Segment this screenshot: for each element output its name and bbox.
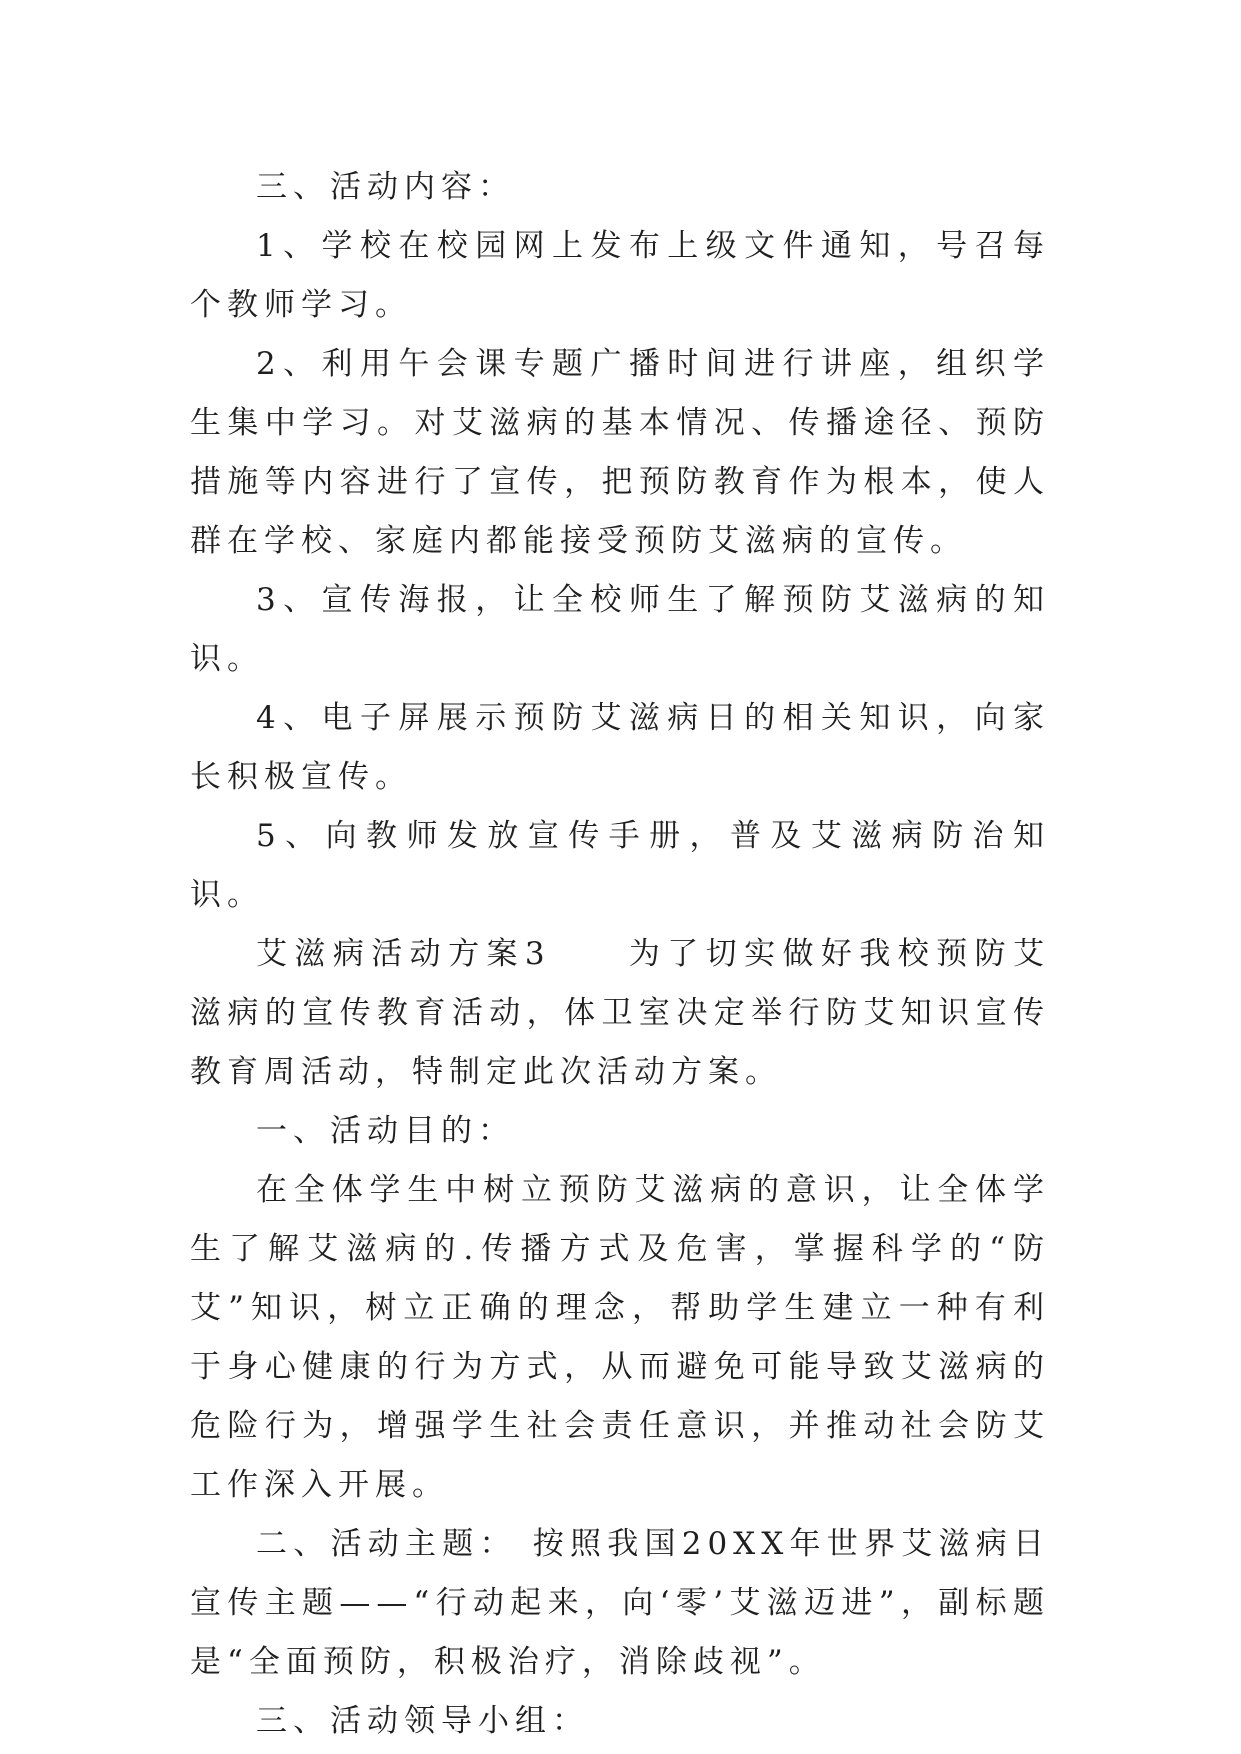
heading-leadership-group: 三、活动领导小组： <box>256 1703 589 1739</box>
plan-3-intro: 艾滋病活动方案3 为了切实做好我校预防艾滋病的宣传教育活动，体卫室决定举行防艾知识宣传教育周活动，特制定此次活动方案。 <box>190 936 1050 1090</box>
list-item-2: 2、利用午会课专题广播时间进行讲座，组织学生集中学习。对艾滋病的基本情况、传播途径、预防措施等内容进行了宣传，把预防教育作为根本，使人群在学校、家庭内都能接受预防艾滋病的宣传。 <box>190 346 1050 559</box>
theme-paragraph: 二、活动主题： 按照我国20XX年世界艾滋病日宣传主题——“行动起来，向‘零’艾滋迈进”，副标题是“全面预防，积极治疗，消除歧视”。 <box>190 1526 1050 1680</box>
heading-activity-purpose: 一、活动目的： <box>256 1113 515 1149</box>
list-item-1: 1、学校在校园网上发布上级文件通知，号召每个教师学习。 <box>190 228 1050 323</box>
heading-activity-content: 三、活动内容： <box>256 169 515 205</box>
document-body <box>190 158 1050 1751</box>
list-item-5: 5、向教师发放宣传手册，普及艾滋病防治知识。 <box>190 818 1050 913</box>
purpose-paragraph: 在全体学生中树立预防艾滋病的意识，让全体学生了解艾滋病的.传播方式及危害，掌握科学的“防艾”知识，树立正确的理念，帮助学生建立一种有利于身心健康的行为方式，从而避免可能导致艾滋病的危险行为，增强学生社会责任意识，并推动社会防艾工作深入开展。 <box>190 1172 1050 1503</box>
list-item-4: 4、电子屏展示预防艾滋病日的相关知识，向家长积极宣传。 <box>190 700 1050 795</box>
list-item-3: 3、宣传海报，让全校师生了解预防艾滋病的知识。 <box>190 582 1050 677</box>
